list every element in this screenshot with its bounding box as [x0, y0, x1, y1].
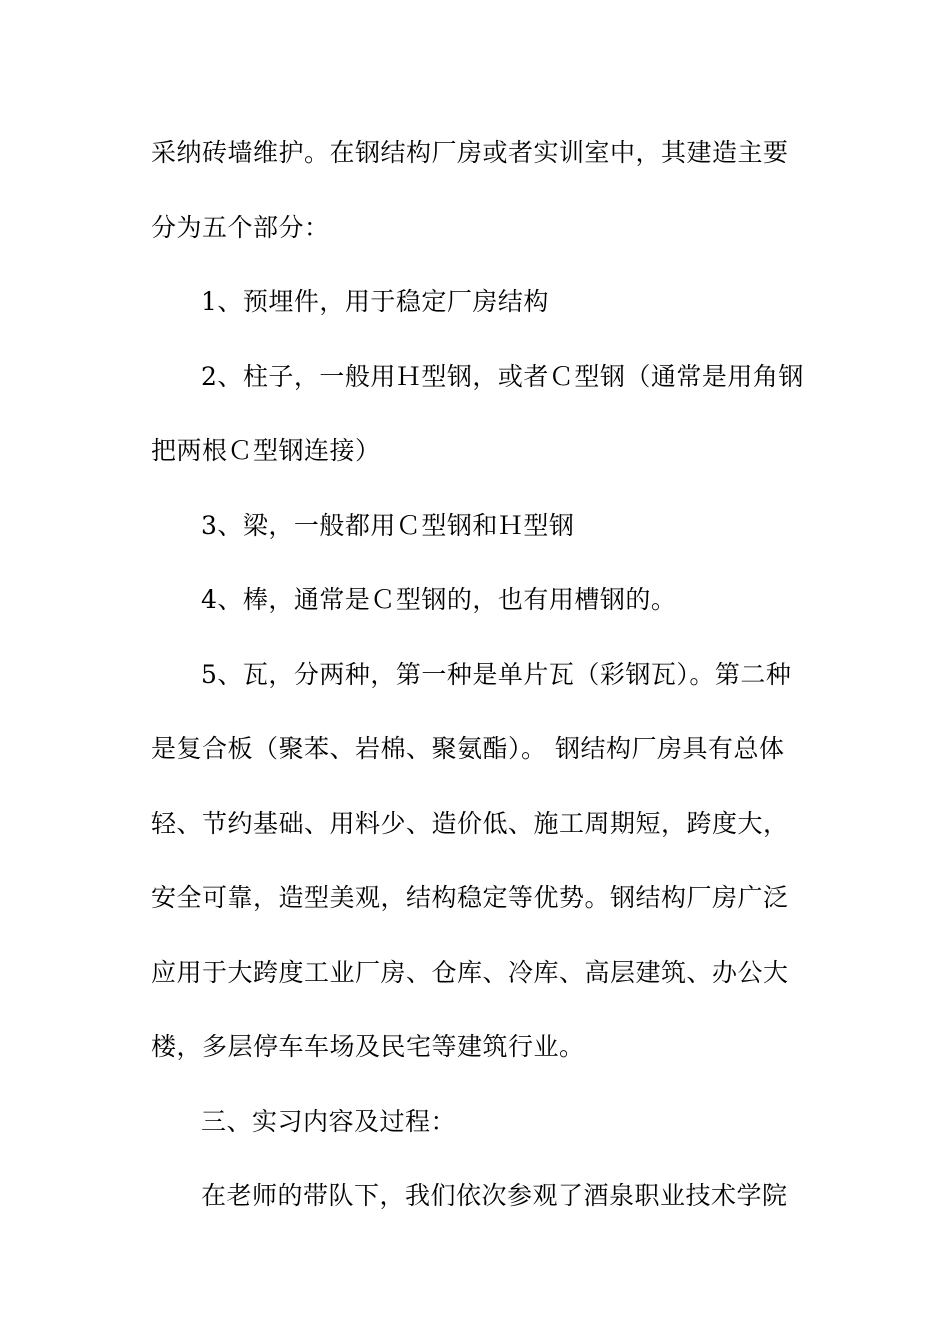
text-line: 是复合板（聚苯、岩棉、聚氨酯）。 钢结构厂房具有总体 — [151, 734, 785, 763]
list-item: 1、预埋件，用于稳定厂房结构 — [201, 287, 549, 316]
text-line: 轻、节约基础、用料少、造价低、施工周期短，跨度大， — [151, 809, 789, 838]
text-line: 应用于大跨度工业厂房、仓库、冷库、高层建筑、办公大 — [151, 958, 789, 987]
list-item: 4、棒，通常是Ｃ型钢的，也有用槽钢的。 — [201, 585, 677, 614]
list-item: 3、梁，一般都用Ｃ型钢和Ｈ型钢 — [201, 511, 575, 540]
text-line: 把两根Ｃ型钢连接） — [151, 436, 381, 465]
text-line: 在老师的带队下，我们依次参观了酒泉职业技术学院 — [201, 1181, 788, 1210]
list-item: 2、柱子，一般用Ｈ型钢，或者Ｃ型钢（通常是用角钢 — [201, 362, 804, 391]
text-line: 安全可靠，造型美观，结构稳定等优势。钢结构厂房广泛 — [151, 883, 789, 912]
list-item: 5、瓦，分两种，第一种是单片瓦（彩钢瓦）。第二种 — [201, 660, 792, 689]
section-heading: 三、实习内容及过程： — [201, 1107, 457, 1136]
text-line: 采纳砖墙维护。在钢结构厂房或者实训室中，其建造主要 — [151, 138, 789, 167]
text-line: 分为五个部分： — [151, 213, 330, 242]
text-line: 楼，多层停车车场及民宅等建筑行业。 — [151, 1032, 585, 1061]
